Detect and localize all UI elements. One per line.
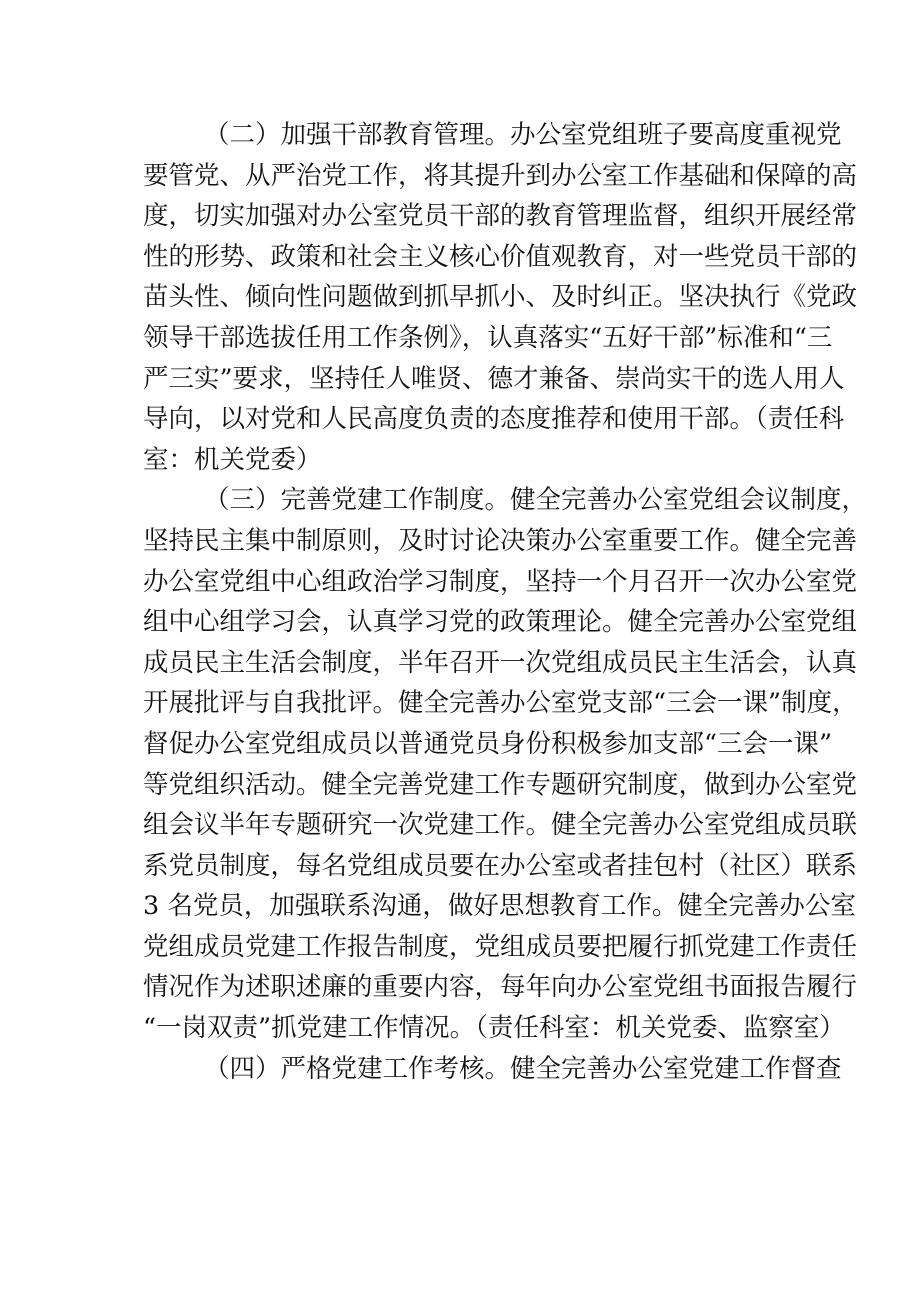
text-line: 开展批评与自我批评。健全完善办公室党支部“三会一课”制度， [143, 688, 858, 719]
text-line: 情况作为述职述廉的重要内容，每年向办公室党组书面报告履行 [143, 972, 858, 1003]
text-line: 3 名党员，加强联系沟通，做好思想教育工作。健全完善办公室 [143, 891, 856, 922]
paragraph-3-heading-line: （三）完善党建工作制度。健全完善办公室党组会议制度， [204, 485, 868, 516]
text-line: 性的形势、政策和社会主义核心价值观教育，对一些党员干部的 [143, 241, 858, 272]
text-line: 成员民主生活会制度，半年召开一次党组成员民主生活会，认真 [143, 647, 858, 678]
text-line: “一岗双责”抓党建工作情况。（责任科室：机关党委、监察室） [143, 1013, 845, 1044]
text-line: 领导干部选拔任用工作条例》，认真落实“五好干部”标准和“三 [143, 322, 833, 353]
text-line: 苗头性、倾向性问题做到抓早抓小、及时纠正。坚决执行《党政 [143, 282, 858, 313]
text-line: 要管党、从严治党工作，将其提升到办公室工作基础和保障的高 [143, 160, 858, 191]
text-line: 度，切实加强对办公室党员干部的教育管理监督，组织开展经常 [143, 201, 858, 232]
text-line: 组中心组学习会，认真学习党的政策理论。健全完善办公室党组 [143, 607, 858, 638]
text-line: 组会议半年专题研究一次党建工作。健全完善办公室党组成员联 [143, 810, 858, 841]
text-line: 办公室党组中心组政治学习制度，坚持一个月召开一次办公室党 [143, 566, 858, 597]
text-line: 导向，以对党和人民高度负责的态度推荐和使用干部。（责任科 [143, 404, 845, 435]
text-line: 等党组织活动。健全完善党建工作专题研究制度，做到办公室党 [143, 769, 858, 800]
text-line: 坚持民主集中制原则，及时讨论决策办公室重要工作。健全完善 [143, 525, 858, 556]
text-line: 系党员制度，每名党组成员要在办公室或者挂包村（社区）联系 [143, 850, 858, 881]
paragraph-4-heading-line: （四）严格党建工作考核。健全完善办公室党建工作督查 [204, 1053, 842, 1084]
text-line: 室：机关党委） [143, 444, 322, 475]
text-line: 党组成员党建工作报告制度，党组成员要把履行抓党建工作责任 [143, 931, 858, 962]
paragraph-2-heading-line: （二）加强干部教育管理。办公室党组班子要高度重视党 [204, 120, 842, 150]
text-line: 督促办公室党组成员以普通党员身份积极参加支部“三会一课” [143, 728, 833, 759]
document-body [143, 115, 868, 1089]
text-line: 严三实”要求，坚持任人唯贤、德才兼备、崇尚实干的选人用人 [143, 363, 845, 394]
